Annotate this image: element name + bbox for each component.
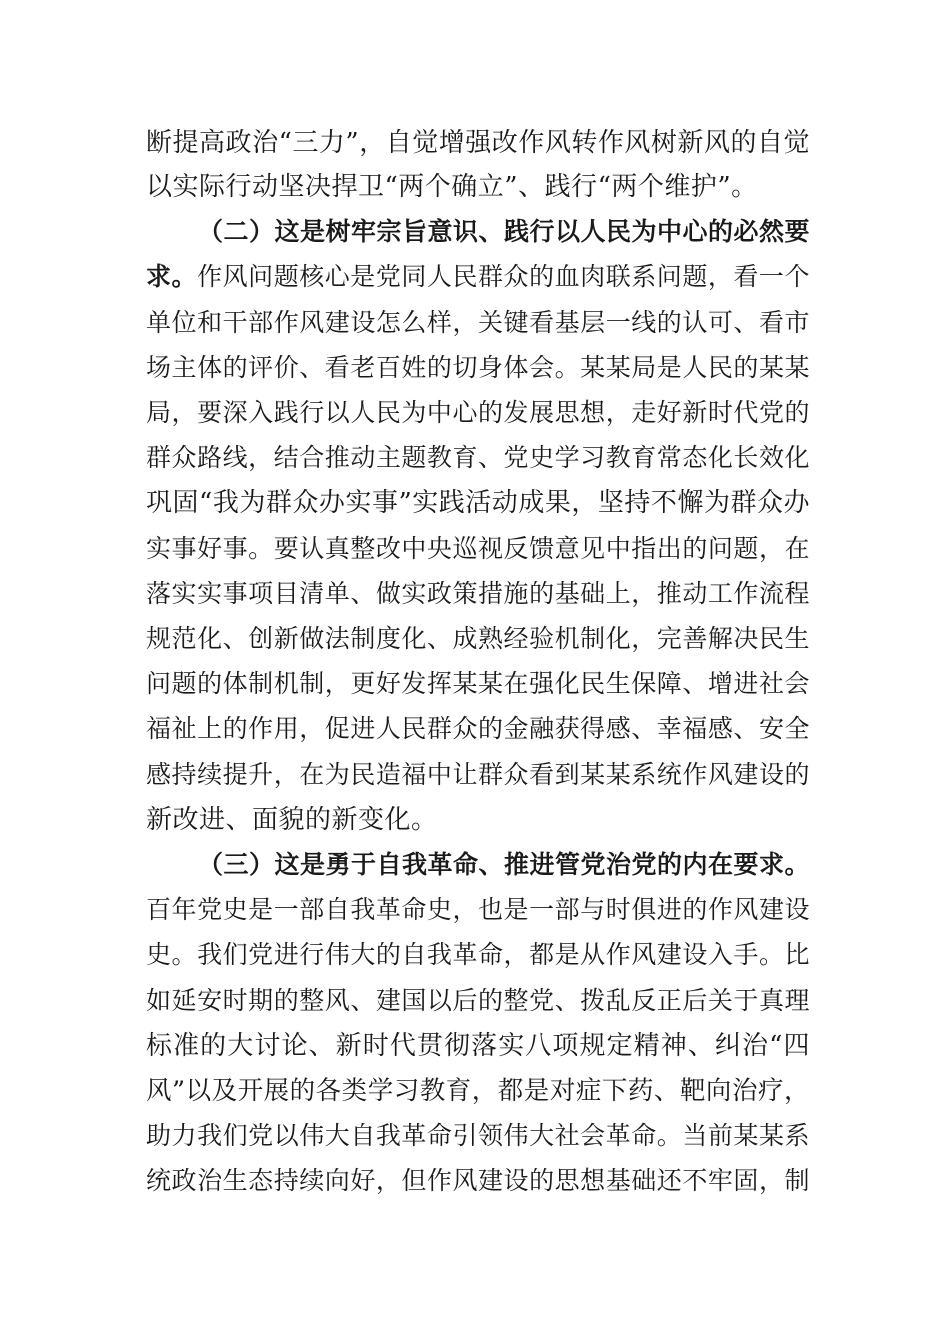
document-line (198, 212, 810, 252)
document-line (146, 1116, 810, 1156)
body-text: 场主体的评价、看老百姓的切身体会。某某局是人民的某某 (146, 353, 810, 382)
document-line (146, 167, 810, 207)
body-text: 落实实事项目清单、做实政策措施的基础上，推动工作流程 (146, 579, 810, 608)
document-line (146, 800, 810, 840)
body-text: 单位和干部作风建设怎么样，关键看基层一线的认可、看市 (146, 308, 810, 337)
document-line (146, 303, 810, 343)
section-heading: 求。 (146, 262, 198, 291)
body-text: 巩固“我为群众办实事”实践活动成果，坚持不懈为群众办 (146, 488, 810, 518)
document-line (146, 483, 810, 523)
document-line (146, 574, 810, 614)
document-line (146, 438, 810, 478)
document-line (146, 1071, 810, 1111)
document-line (146, 1026, 810, 1066)
body-text: 规范化、创新做法制度化、成熟经验机制化，完善解决民生 (146, 624, 810, 653)
body-text: 问题的体制机制，更好发挥某某在强化民生保障、增进社会 (146, 669, 810, 698)
document-line (146, 1161, 810, 1201)
body-text: 局，要深入践行以人民为中心的发展思想，走好新时代党的 (146, 398, 810, 427)
body-text: 史。我们党进行伟大的自我革命，都是从作风建设入手。比 (146, 940, 810, 969)
body-text: 助力我们党以伟大自我革命引领伟大社会革命。当前某某系 (146, 1121, 810, 1150)
document-line (146, 664, 810, 704)
body-text: 风”以及开展的各类学习教育，都是对症下药、靶向治疗， (146, 1076, 810, 1106)
body-text: 以实际行动坚决捍卫“两个确立”、践行“两个维护”。 (146, 172, 758, 202)
section-heading: （三）这是勇于自我革命、推进管党治党的内在要求。 (198, 850, 810, 879)
document-line (146, 709, 810, 749)
body-text: 统政治生态持续向好，但作风建设的思想基础还不牢固，制 (146, 1166, 810, 1195)
document-line (198, 845, 810, 885)
document-line (146, 529, 810, 569)
document-line (146, 257, 810, 297)
body-text: 福祉上的作用，促进人民群众的金融获得感、幸福感、安全 (146, 714, 810, 743)
document-line (146, 890, 810, 930)
section-heading: （二）这是树牢宗旨意识、践行以人民为中心的必然要 (198, 217, 810, 246)
body-text: 群众路线，结合推动主题教育、党史学习教育常态化长效化 (146, 443, 810, 472)
body-text: 实事好事。要认真整改中央巡视反馈意见中指出的问题，在 (146, 534, 810, 563)
document-line (146, 348, 810, 388)
document-line (146, 755, 810, 795)
document-line (146, 123, 810, 163)
body-text: 百年党史是一部自我革命史，也是一部与时俱进的作风建设 (146, 895, 810, 924)
body-text: 标准的大讨论、新时代贯彻落实八项规定精神、纠治“四 (146, 1031, 810, 1061)
body-text: 新改进、面貌的新变化。 (146, 805, 438, 835)
document-line (146, 935, 810, 975)
document-line (146, 981, 810, 1021)
body-text: 感持续提升，在为民造福中让群众看到某某系统作风建设的 (146, 760, 810, 789)
body-text: 作风问题核心是党同人民群众的血肉联系问题，看一个 (197, 262, 810, 291)
document-line (146, 619, 810, 659)
document-line (146, 393, 810, 433)
body-text: 如延安时期的整风、建国以后的整党、拨乱反正后关于真理 (146, 986, 810, 1015)
body-text: 断提高政治“三力”，自觉增强改作风转作风树新风的自觉 (146, 128, 810, 158)
